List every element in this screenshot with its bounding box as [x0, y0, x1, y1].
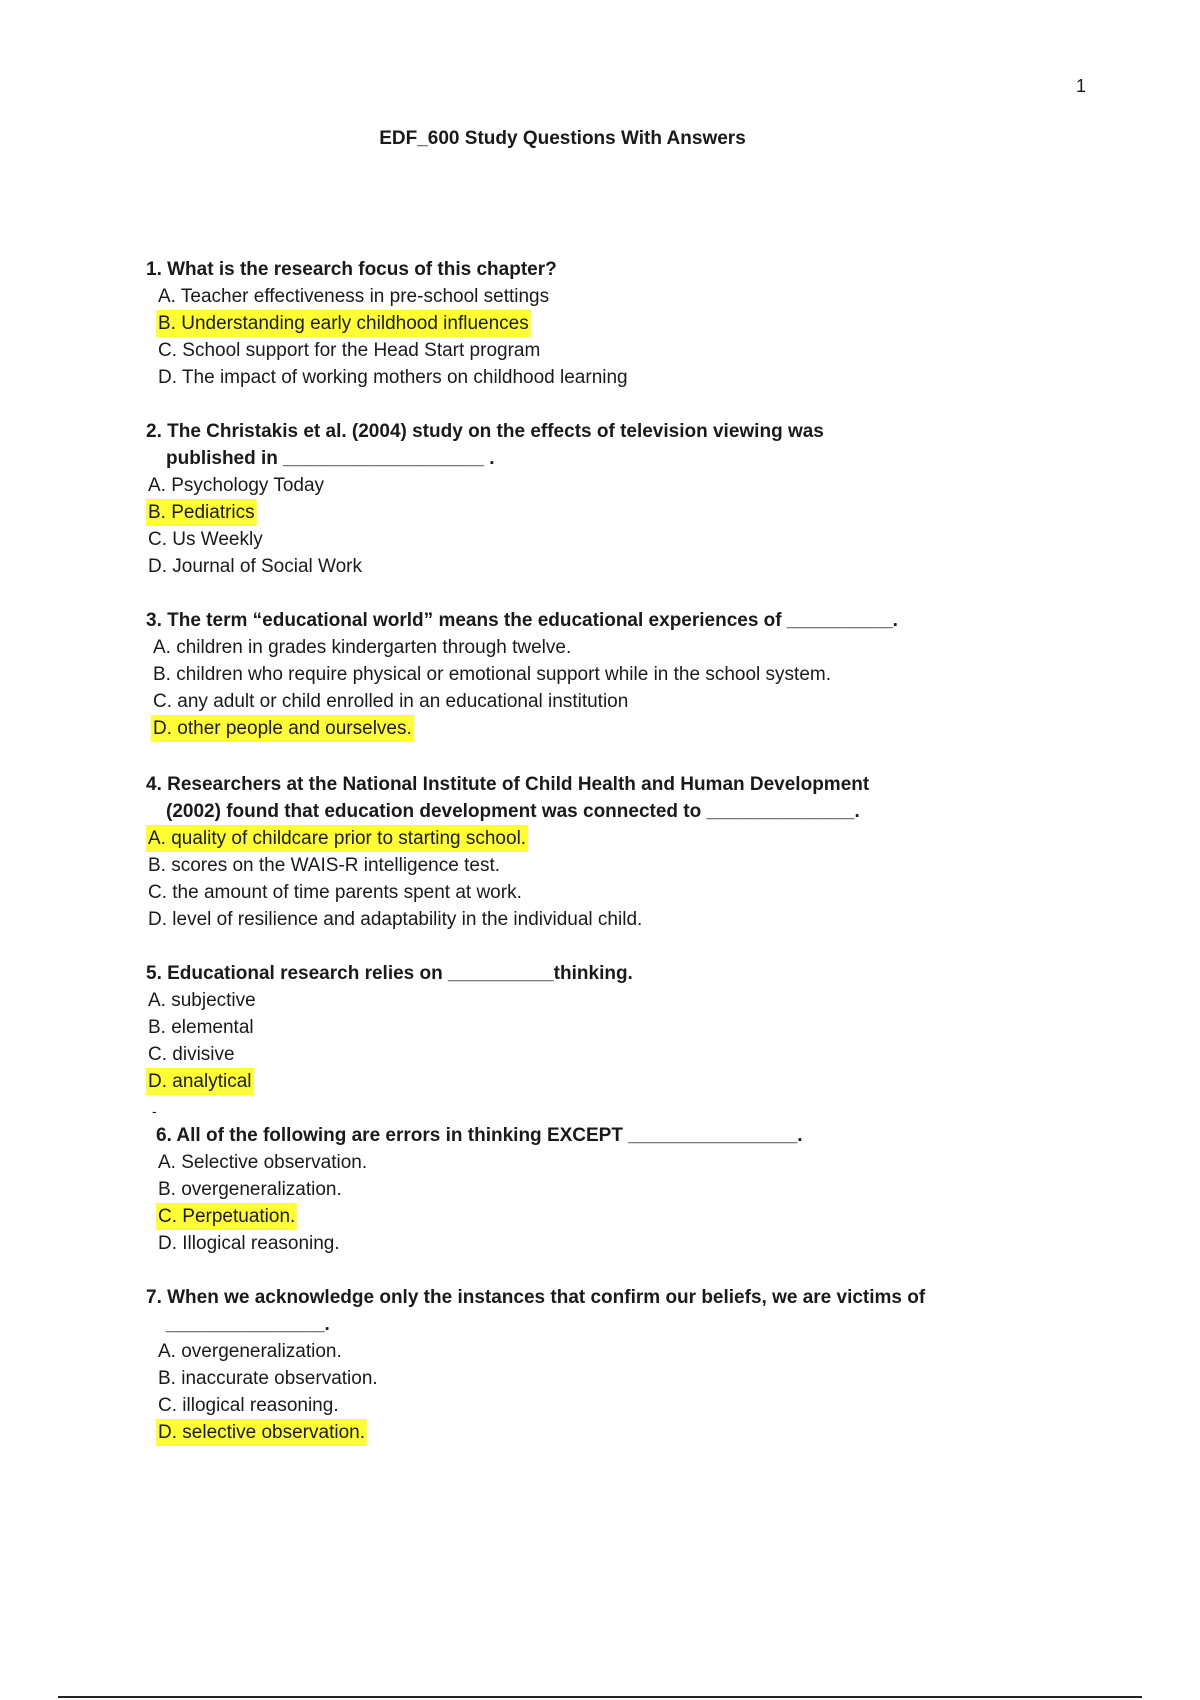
- option-label: B. elemental: [148, 1017, 254, 1038]
- question-6-option-c-correct: [156, 1203, 803, 1230]
- option-label: C. Us Weekly: [148, 529, 263, 550]
- question-4-line-2: (2002) found that education development was connected to ______________.: [166, 801, 860, 822]
- question-5-option-c: [146, 1041, 633, 1068]
- question-5-option-b: [146, 1014, 633, 1041]
- question-6-option-b: [156, 1176, 803, 1203]
- question-3-option-c: [146, 688, 898, 715]
- option-label: B. Pediatrics: [146, 499, 257, 526]
- question-3-text: 3. The term “educational world” means the educational experiences of __________.: [146, 610, 898, 631]
- question-7-option-c: [146, 1392, 925, 1419]
- option-label: B. overgeneralization.: [158, 1179, 342, 1200]
- question-2-line-1: 2. The Christakis et al. (2004) study on the effects of television viewing was: [146, 421, 824, 442]
- question-1: [146, 256, 630, 391]
- option-label: A. Teacher effectiveness in pre-school settings: [158, 286, 550, 307]
- footer-rule: [58, 1696, 1142, 1698]
- question-6-option-a: [156, 1149, 803, 1176]
- option-label: B. inaccurate observation.: [158, 1368, 378, 1389]
- question-2-text: [146, 418, 824, 472]
- question-7-option-b: [146, 1365, 925, 1392]
- option-label: C. Perpetuation.: [156, 1203, 297, 1230]
- question-2-option-a: [146, 472, 824, 499]
- question-6: [156, 1122, 803, 1257]
- page-number: 1: [1076, 76, 1087, 96]
- question-7-line-2: _______________.: [166, 1314, 330, 1335]
- question-5-option-a: [146, 987, 633, 1014]
- question-3-option-d-correct: [146, 715, 898, 742]
- question-4-text: [146, 771, 869, 825]
- option-label: D. Illogical reasoning.: [158, 1233, 340, 1254]
- question-4-option-d: [146, 906, 869, 933]
- question-4-option-b: [146, 852, 869, 879]
- question-6-text: 6. All of the following are errors in thinking EXCEPT ________________.: [156, 1125, 803, 1146]
- question-3-option-a: [146, 634, 898, 661]
- option-label: B. children who require physical or emotional support while in the school system.: [153, 664, 831, 685]
- option-label: D. The impact of working mothers on childhood learning: [158, 367, 628, 388]
- option-label: A. children in grades kindergarten through twelve.: [153, 637, 572, 658]
- option-label: A. overgeneralization.: [158, 1341, 342, 1362]
- option-label: B. scores on the WAIS-R intelligence test.: [148, 855, 501, 876]
- question-1-option-c: [146, 337, 630, 364]
- question-3: [146, 607, 898, 742]
- question-4-option-a-correct: [146, 825, 869, 852]
- option-label: A. quality of childcare prior to starting school.: [146, 825, 528, 852]
- document-title: EDF_600 Study Questions With Answers: [379, 128, 746, 149]
- option-label: C. illogical reasoning.: [158, 1395, 339, 1416]
- option-label: D. analytical: [146, 1068, 254, 1095]
- question-4: [146, 771, 869, 933]
- option-label: C. divisive: [148, 1044, 235, 1065]
- question-5-text: 5. Educational research relies on __________thinking.: [146, 963, 633, 984]
- question-5: [146, 960, 633, 1095]
- question-1-text: 1. What is the research focus of this chapter?: [146, 259, 557, 280]
- option-label: A. Selective observation.: [158, 1152, 368, 1173]
- option-label: C. School support for the Head Start program: [158, 340, 541, 361]
- option-label: D. Journal of Social Work: [148, 556, 363, 577]
- question-2-option-c: [146, 526, 824, 553]
- option-label: A. Psychology Today: [148, 475, 325, 496]
- question-4-line-1: 4. Researchers at the National Institute of Child Health and Human Development: [146, 774, 870, 795]
- question-7-line-1: 7. When we acknowledge only the instances that confirm our beliefs, we are victims of: [146, 1287, 926, 1308]
- option-label: D. level of resilience and adaptability in the individual child.: [148, 909, 643, 930]
- question-5-option-d-correct: [146, 1068, 633, 1095]
- question-2-line-2: published in ___________________ .: [166, 448, 495, 469]
- question-2-option-b-correct: [146, 499, 824, 526]
- option-label: D. other people and ourselves.: [151, 715, 414, 742]
- question-7: [146, 1284, 925, 1446]
- option-label: C. the amount of time parents spent at work.: [148, 882, 522, 903]
- question-7-option-d-correct: [146, 1419, 925, 1446]
- question-1-option-b-correct: [146, 310, 630, 337]
- option-label: D. selective observation.: [156, 1419, 367, 1446]
- question-4-option-c: [146, 879, 869, 906]
- question-2-option-d: [146, 553, 824, 580]
- stray-mark: -: [152, 1103, 157, 1119]
- option-label: B. Understanding early childhood influences: [156, 310, 531, 337]
- question-7-option-a: [146, 1338, 925, 1365]
- question-6-option-d: [156, 1230, 803, 1257]
- question-2: [146, 418, 824, 580]
- option-label: A. subjective: [148, 990, 256, 1011]
- question-3-option-b: [146, 661, 898, 688]
- option-label: C. any adult or child enrolled in an educational institution: [153, 691, 629, 712]
- question-1-option-a: [146, 283, 630, 310]
- question-7-text: [146, 1284, 925, 1338]
- question-1-option-d: [146, 364, 630, 391]
